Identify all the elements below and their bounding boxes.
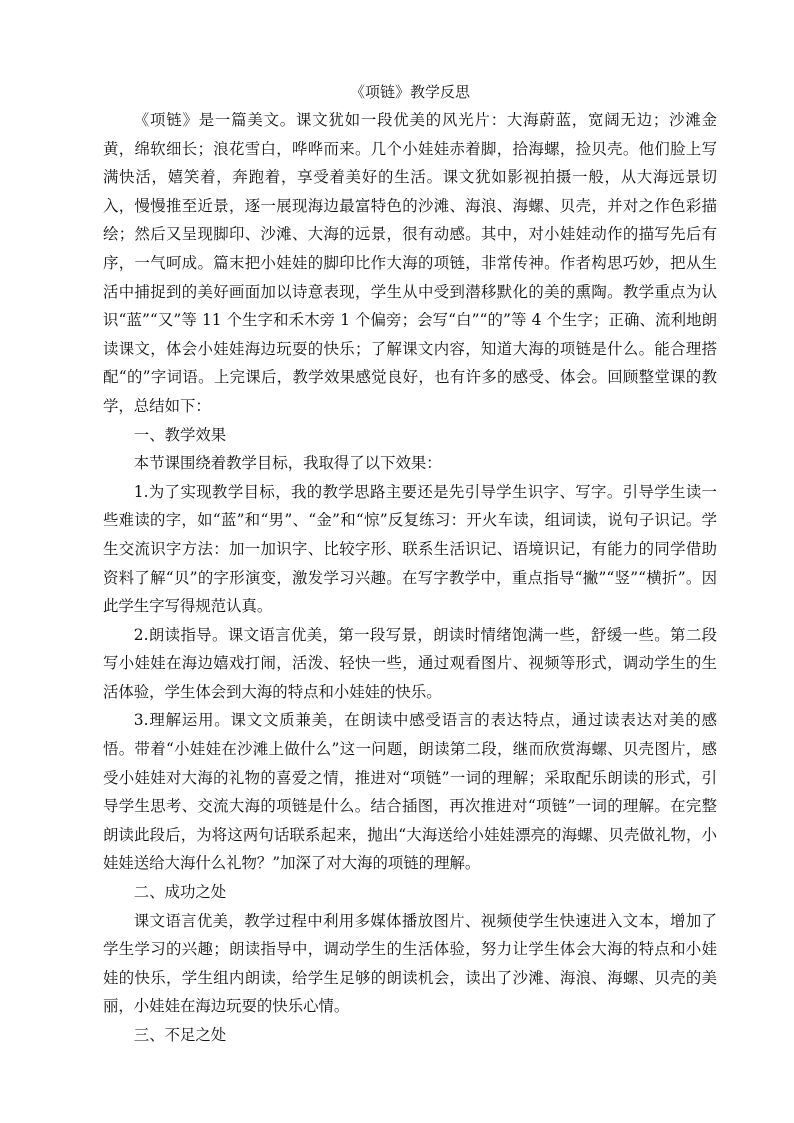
section-heading-successes: 二、成功之处 bbox=[133, 883, 227, 902]
intro-paragraph: 《项链》是一篇美文。课文犹如一段优美的风光片：大海蔚蓝，宽阔无边；沙滩金黄，绵软细长；浪花雪白，哗哗而来。几个小娃娃赤着脚，拾海螺，捡贝壳。他们脸上写满快活，嬉笑着，奔跑着，享受着美好的生活。课文犹如影视拍摄一般，从大海远景切入，慢慢推至近景，逐一展现海边最富特色的沙滩、海浪、海螺、贝壳，并对之作色彩描绘；然后又呈现脚印、沙滩、大海的远景，很有动感。其中，对小娃娃动作的描写先后有序，一气呵成。篇末把小娃娃的脚印比作大海的项链，非常传神。作者构思巧妙，把从生活中捕捉到的美好画面加以诗意表现，学生从中受到潜移默化的美的熏陶。教学重点为认识“蓝”“又”等 11 个生字和禾木旁 1 个偏旁；会写“白”“的”等 4 个生字；正确、流利地朗读课文，体会小娃娃海边玩耍的快乐；了解课文内容，知道大海的项链是什么。能合理搭配“的”字词语。上完课后，教学效果感觉良好，也有许多的感受、体会。回顾整堂课的教学，总结如下： bbox=[103, 111, 717, 415]
section-heading-shortcomings: 三、不足之处 bbox=[133, 1026, 227, 1044]
section-intro-paragraph: 本节课围绕着教学目标，我取得了以下效果： bbox=[133, 454, 442, 473]
list-item-reading: 2.朗读指导。课文语言优美，第一段写景，朗读时情绪饱满一些，舒缓一些。第二段写小娃娃在海边嬉戏打闹，活泼、轻快一些，通过观看图片、视频等形式，调动学生的生活体验，学生体会到大海的特点和小娃娃的快乐。 bbox=[103, 625, 717, 701]
list-item-literacy: 1.为了实现教学目标，我的教学思路主要还是先引导学生识字、写字。引导学生读一些难读的字，如“蓝”和“男”、“金”和“惊”反复练习：开火车读，组词读，说句子识记。学生交流识字方法：加一加识字、比较字形、联系生活识记、语境识记，有能力的同学借助资料了解“贝”的字形演变，激发学习兴趣。在写字教学中，重点指导“撇”“竖”“横折”。因此学生字写得规范认真。 bbox=[103, 482, 717, 616]
successes-paragraph: 课文语言优美，教学过程中利用多媒体播放图片、视频使学生快速进入文本，增加了学生学习的兴趣；朗读指导中，调动学生的生活体验，努力让学生体会大海的特点和小娃娃的快乐，学生组内朗读，给学生足够的朗读机会，读出了沙滩、海浪、海螺、贝壳的美丽，小娃娃在海边玩耍的快乐心情。 bbox=[103, 911, 717, 1016]
document-body bbox=[103, 78, 717, 1050]
list-item-application: 3.理解运用。课文文质兼美，在朗读中感受语言的表达特点，通过读表达对美的感悟。带着“小娃娃在沙滩上做什么”这一问题，朗读第二段，继而欣赏海螺、贝壳图片，感受小娃娃对大海的礼物的喜爱之情，推进对“项链”一词的理解；采取配乐朗读的形式，引导学生思考、交流大海的项链是什么。结合插图，再次推进对“项链”一词的理解。在完整朗读此段后，为将这两句话联系起来，抛出“大海送给小娃娃漂亮的海螺、贝壳做礼物，小娃娃送给大海什么礼物？”加深了对大海的项链的理解。 bbox=[103, 711, 717, 873]
document-title: 《项链》教学反思 bbox=[349, 83, 470, 101]
section-heading-effects: 一、教学效果 bbox=[133, 425, 227, 444]
